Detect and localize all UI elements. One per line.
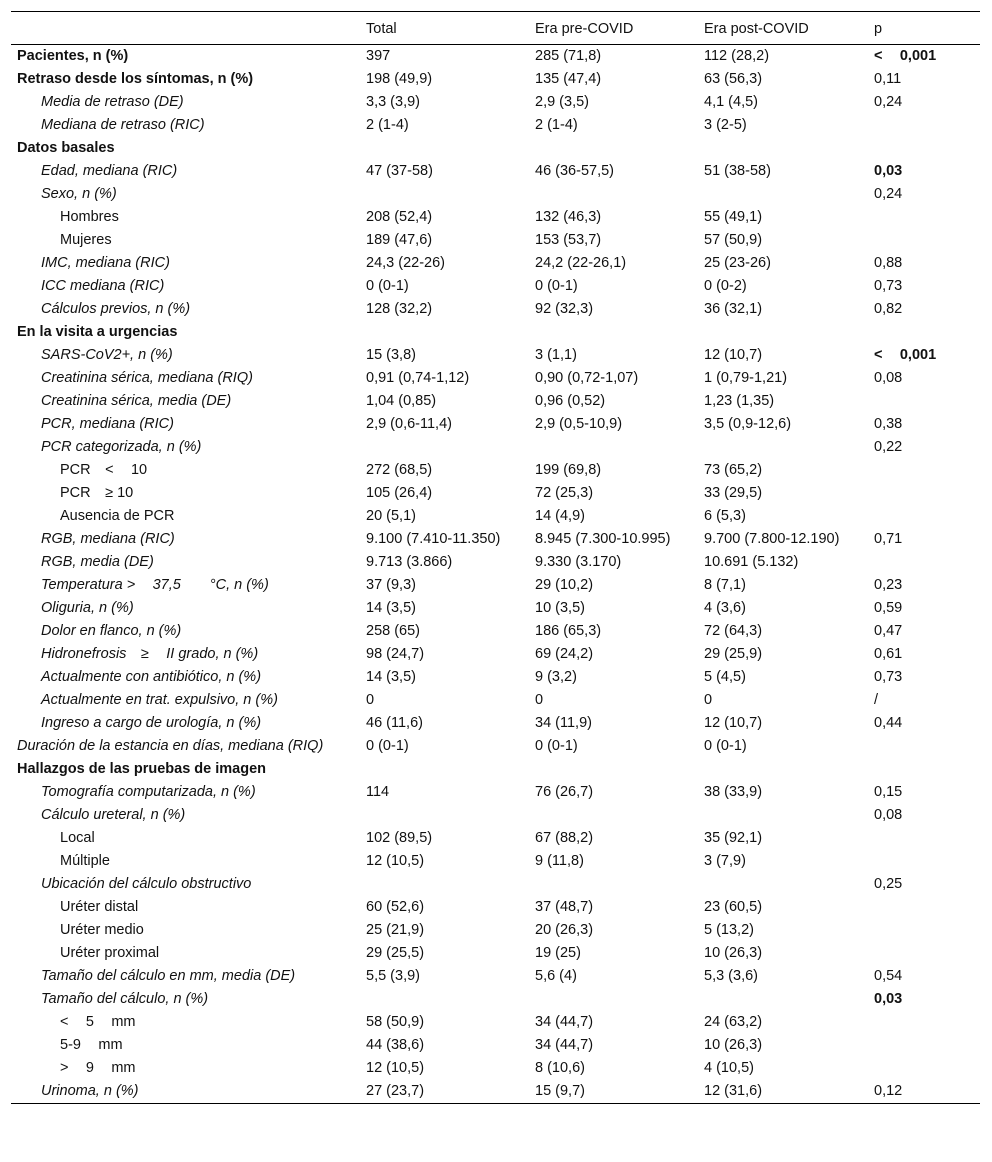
cell-post-covid: 73 (65,2)	[704, 462, 763, 478]
cell-total	[362, 137, 531, 160]
cell-p-value: 0,15	[874, 784, 903, 800]
cell-p-value: 0,59	[874, 600, 903, 616]
row-label: Local	[60, 830, 95, 846]
row-label: Pacientes, n (%)	[17, 48, 129, 64]
results-table	[11, 11, 980, 1104]
cell-p-value: 0,23	[874, 577, 903, 593]
cell-post-covid: 4 (3,6)	[704, 600, 746, 616]
row-label: Duración de la estancia en días, mediana (RIQ)	[17, 738, 324, 754]
table-row	[11, 459, 980, 482]
table-row	[11, 1034, 980, 1057]
row-label: Actualmente en trat. expulsivo, n (%)	[41, 692, 278, 708]
cell-p-value	[870, 114, 980, 137]
table-row	[11, 436, 980, 459]
cell-post-covid	[700, 436, 870, 459]
cell-p-value	[870, 1011, 980, 1034]
cell-post-covid: 63 (56,3)	[704, 71, 763, 87]
cell-total: 29 (25,5)	[366, 945, 425, 961]
cell-p-value	[870, 827, 980, 850]
cell-pre-covid	[531, 758, 700, 781]
cell-p-value: 0,03	[874, 991, 903, 1007]
cell-post-covid: 12 (10,7)	[704, 715, 763, 731]
table-row	[11, 1011, 980, 1034]
cell-post-covid: 35 (92,1)	[704, 830, 763, 846]
cell-p-value	[870, 459, 980, 482]
cell-pre-covid: 72 (25,3)	[535, 485, 594, 501]
row-label: Uréter proximal	[60, 945, 160, 961]
cell-total: 12 (10,5)	[366, 1060, 425, 1076]
cell-total: 198 (49,9)	[366, 71, 433, 87]
table-row	[11, 482, 980, 505]
cell-p-value: /	[874, 692, 879, 708]
cell-p-value: 0,82	[874, 301, 903, 317]
cell-post-covid: 23 (60,5)	[704, 899, 763, 915]
cell-total: 0,91 (0,74-1,12)	[366, 370, 470, 386]
row-label: Cálculos previos, n (%)	[41, 301, 191, 317]
row-label: Tamaño del cálculo en mm, media (DE)	[41, 968, 296, 984]
cell-pre-covid	[531, 873, 700, 896]
cell-post-covid: 3,5 (0,9-12,6)	[704, 416, 792, 432]
row-label: Creatinina sérica, media (DE)	[41, 393, 232, 409]
cell-total: 2 (1-4)	[366, 117, 409, 133]
cell-post-covid: 38 (33,9)	[704, 784, 763, 800]
table-row	[11, 229, 980, 252]
cell-total: 47 (37-58)	[366, 163, 433, 179]
row-label: Oliguria, n (%)	[41, 600, 134, 616]
cell-total: 25 (21,9)	[366, 922, 425, 938]
cell-total: 208 (52,4)	[366, 209, 433, 225]
cell-total: 27 (23,7)	[362, 1080, 531, 1104]
cell-p-value	[870, 942, 980, 965]
row-label: Hombres	[60, 209, 119, 225]
table-row	[11, 275, 980, 298]
cell-post-covid: 0	[704, 692, 713, 708]
cell-total: 44 (38,6)	[366, 1037, 425, 1053]
table-row	[11, 367, 980, 390]
cell-pre-covid: 135 (47,4)	[535, 71, 602, 87]
cell-p-value	[870, 1034, 980, 1057]
cell-pre-covid: 285 (71,8)	[535, 48, 602, 64]
cell-p-value: 0,03	[874, 163, 903, 179]
cell-total: 98 (24,7)	[366, 646, 425, 662]
cell-p-value	[870, 735, 980, 758]
table-row	[11, 252, 980, 275]
cell-p-value	[870, 850, 980, 873]
header-post-covid: Era post-COVID	[700, 12, 870, 45]
cell-pre-covid: 9.330 (3.170)	[535, 554, 622, 570]
cell-total: 0 (0-1)	[366, 278, 409, 294]
cell-total	[362, 804, 531, 827]
row-label: RGB, mediana (RIC)	[41, 531, 175, 547]
cell-pre-covid: 0,90 (0,72-1,07)	[535, 370, 639, 386]
row-label: Mujeres	[60, 232, 112, 248]
row-label: < 5 mm	[60, 1014, 136, 1030]
row-label: > 9 mm	[60, 1060, 136, 1076]
cell-total	[362, 436, 531, 459]
row-label: Uréter medio	[60, 922, 144, 938]
cell-post-covid: 24 (63,2)	[704, 1014, 763, 1030]
cell-pre-covid: 0 (0-1)	[535, 738, 578, 754]
table-row	[11, 781, 980, 804]
table-row	[11, 804, 980, 827]
table-row	[11, 666, 980, 689]
table-row	[11, 160, 980, 183]
table-row	[11, 712, 980, 735]
row-label: Uréter distal	[60, 899, 139, 915]
cell-p-value	[870, 321, 980, 344]
cell-total	[362, 873, 531, 896]
cell-pre-covid	[531, 321, 700, 344]
cell-total	[362, 183, 531, 206]
table-header	[11, 12, 980, 45]
cell-total: 397	[366, 48, 391, 64]
row-label: Hallazgos de las pruebas de imagen	[17, 761, 266, 777]
cell-total: 2,9 (0,6-11,4)	[366, 416, 452, 432]
cell-pre-covid: 15 (9,7)	[531, 1080, 700, 1104]
row-label: Ausencia de PCR	[60, 508, 175, 524]
table-row	[11, 1057, 980, 1080]
cell-pre-covid: 2 (1-4)	[535, 117, 578, 133]
table-row	[11, 988, 980, 1011]
cell-pre-covid: 2,9 (3,5)	[535, 94, 589, 110]
cell-post-covid	[700, 137, 870, 160]
cell-total: 9.713 (3.866)	[366, 554, 453, 570]
table-row	[11, 505, 980, 528]
row-label: Tomografía computarizada, n (%)	[41, 784, 256, 800]
table-row	[11, 896, 980, 919]
cell-total: 12 (10,5)	[366, 853, 425, 869]
cell-total: 58 (50,9)	[366, 1014, 425, 1030]
table-row	[11, 137, 980, 160]
cell-post-covid: 8 (7,1)	[704, 577, 746, 593]
cell-p-value: 0,61	[874, 646, 903, 662]
cell-total: 37 (9,3)	[366, 577, 416, 593]
cell-pre-covid: 34 (44,7)	[535, 1014, 594, 1030]
row-label: Edad, mediana (RIC)	[41, 163, 178, 179]
cell-post-covid: 5,3 (3,6)	[704, 968, 758, 984]
row-label: 5-9 mm	[60, 1037, 123, 1053]
cell-pre-covid: 9 (11,8)	[535, 853, 584, 869]
cell-post-covid: 51 (38-58)	[704, 163, 771, 179]
row-label: Ingreso a cargo de urología, n (%)	[41, 715, 262, 731]
cell-total: 5,5 (3,9)	[366, 968, 420, 984]
table-row	[11, 68, 980, 91]
cell-p-value: 0,88	[874, 255, 903, 271]
table-row	[11, 114, 980, 137]
table-row	[11, 551, 980, 574]
cell-total	[362, 988, 531, 1011]
cell-total: 258 (65)	[366, 623, 421, 639]
cell-p-value: 0,24	[874, 94, 903, 110]
cell-p-value	[870, 758, 980, 781]
cell-pre-covid: 34 (44,7)	[535, 1037, 594, 1053]
table-row	[11, 390, 980, 413]
cell-post-covid: 1 (0,79-1,21)	[704, 370, 788, 386]
row-label: IMC, mediana (RIC)	[41, 255, 170, 271]
cell-post-covid	[700, 758, 870, 781]
cell-pre-covid: 46 (36-57,5)	[535, 163, 614, 179]
cell-p-value: 0,08	[874, 807, 903, 823]
cell-post-covid: 29 (25,9)	[704, 646, 763, 662]
cell-total: 128 (32,2)	[366, 301, 433, 317]
table-row	[11, 206, 980, 229]
cell-post-covid: 72 (64,3)	[704, 623, 763, 639]
cell-pre-covid: 20 (26,3)	[535, 922, 594, 938]
cell-pre-covid	[531, 988, 700, 1011]
cell-post-covid: 12 (31,6)	[700, 1080, 870, 1104]
header-row	[11, 12, 980, 45]
cell-total: 105 (26,4)	[366, 485, 433, 501]
table-row	[11, 597, 980, 620]
cell-p-value: 0,71	[874, 531, 903, 547]
cell-post-covid: 55 (49,1)	[704, 209, 763, 225]
cell-total: 1,04 (0,85)	[366, 393, 437, 409]
header-label-col	[11, 12, 362, 45]
cell-post-covid: 36 (32,1)	[704, 301, 763, 317]
cell-total: 3,3 (3,9)	[366, 94, 420, 110]
cell-p-value: < 0,001	[874, 347, 937, 363]
row-label: PCR ≥ 10	[60, 485, 134, 501]
row-label: Media de retraso (DE)	[41, 94, 184, 110]
row-label: Urinoma, n (%)	[11, 1080, 362, 1104]
table-row	[11, 413, 980, 436]
row-label: Hidronefrosis ≥ II grado, n (%)	[41, 646, 259, 662]
table-row	[11, 528, 980, 551]
cell-pre-covid: 3 (1,1)	[535, 347, 577, 363]
cell-pre-covid: 24,2 (22-26,1)	[535, 255, 627, 271]
cell-post-covid	[700, 183, 870, 206]
cell-p-value: 0,38	[874, 416, 903, 432]
cell-post-covid: 10.691 (5.132)	[704, 554, 799, 570]
cell-pre-covid: 34 (11,9)	[535, 715, 592, 731]
cell-total: 14 (3,5)	[366, 600, 416, 616]
cell-total	[362, 758, 531, 781]
cell-total: 189 (47,6)	[366, 232, 433, 248]
cell-p-value	[870, 551, 980, 574]
cell-total: 0 (0-1)	[366, 738, 409, 754]
cell-total: 15 (3,8)	[366, 347, 416, 363]
cell-pre-covid: 37 (48,7)	[535, 899, 594, 915]
cell-total	[362, 321, 531, 344]
row-label: Actualmente con antibiótico, n (%)	[41, 669, 262, 685]
cell-pre-covid: 10 (3,5)	[535, 600, 585, 616]
cell-total: 46 (11,6)	[366, 715, 423, 731]
cell-post-covid: 33 (29,5)	[704, 485, 763, 501]
cell-p-value: 0,08	[874, 370, 903, 386]
cell-pre-covid: 199 (69,8)	[535, 462, 602, 478]
row-label: RGB, media (DE)	[41, 554, 154, 570]
cell-post-covid: 6 (5,3)	[704, 508, 746, 524]
table-row	[11, 574, 980, 597]
cell-pre-covid: 67 (88,2)	[535, 830, 594, 846]
cell-post-covid: 12 (10,7)	[704, 347, 763, 363]
cell-total: 272 (68,5)	[366, 462, 433, 478]
table-row	[11, 321, 980, 344]
row-label: Creatinina sérica, mediana (RIQ)	[41, 370, 253, 386]
cell-post-covid: 5 (13,2)	[704, 922, 754, 938]
cell-pre-covid	[531, 183, 700, 206]
header-p-value: p	[870, 12, 980, 45]
row-label: Tamaño del cálculo, n (%)	[41, 991, 209, 1007]
cell-p-value: 0,11	[874, 71, 902, 87]
cell-post-covid: 1,23 (1,35)	[704, 393, 775, 409]
row-label: Datos basales	[17, 140, 115, 156]
row-label: ICC mediana (RIC)	[41, 278, 165, 294]
cell-pre-covid: 186 (65,3)	[535, 623, 602, 639]
cell-p-value	[870, 1057, 980, 1080]
cell-total: 60 (52,6)	[366, 899, 425, 915]
header-pre-covid: Era pre-COVID	[531, 12, 700, 45]
row-label: PCR < 10	[60, 462, 148, 478]
table-row	[11, 919, 980, 942]
table-row	[11, 758, 980, 781]
cell-total: 20 (5,1)	[366, 508, 416, 524]
cell-pre-covid: 69 (24,2)	[535, 646, 594, 662]
cell-pre-covid: 132 (46,3)	[535, 209, 602, 225]
table-row	[11, 183, 980, 206]
table-row	[11, 689, 980, 712]
cell-pre-covid: 2,9 (0,5-10,9)	[535, 416, 623, 432]
cell-post-covid	[700, 804, 870, 827]
cell-post-covid: 4 (10,5)	[704, 1060, 754, 1076]
table-row	[11, 942, 980, 965]
cell-post-covid	[700, 873, 870, 896]
cell-p-value	[870, 919, 980, 942]
cell-pre-covid: 29 (10,2)	[535, 577, 594, 593]
cell-p-value: 0,22	[874, 439, 903, 455]
table-row	[11, 91, 980, 114]
cell-total: 9.100 (7.410-11.350)	[366, 531, 501, 547]
cell-p-value: 0,24	[874, 186, 903, 202]
table-row	[11, 45, 980, 69]
cell-post-covid: 4,1 (4,5)	[704, 94, 758, 110]
table-row	[11, 735, 980, 758]
cell-post-covid: 10 (26,3)	[704, 945, 763, 961]
cell-p-value	[870, 505, 980, 528]
cell-p-value	[870, 390, 980, 413]
cell-post-covid: 0 (0-1)	[704, 738, 747, 754]
row-label: Sexo, n (%)	[41, 186, 117, 202]
cell-p-value: 0,73	[874, 669, 903, 685]
table-row	[11, 1080, 980, 1104]
cell-pre-covid: 0,96 (0,52)	[535, 393, 606, 409]
table-row	[11, 620, 980, 643]
header-total: Total	[362, 12, 531, 45]
row-label: SARS-CoV2+, n (%)	[41, 347, 173, 363]
cell-p-value: < 0,001	[874, 48, 937, 64]
cell-p-value: 0,25	[874, 876, 903, 892]
table-row	[11, 873, 980, 896]
table-row	[11, 827, 980, 850]
cell-post-covid: 0 (0-2)	[704, 278, 747, 294]
row-label: Retraso desde los síntomas, n (%)	[17, 71, 254, 87]
row-label: Ubicación del cálculo obstructivo	[41, 876, 252, 892]
cell-post-covid: 10 (26,3)	[704, 1037, 763, 1053]
cell-p-value: 0,73	[874, 278, 903, 294]
cell-pre-covid: 0	[535, 692, 544, 708]
cell-p-value	[870, 137, 980, 160]
cell-pre-covid: 8 (10,6)	[535, 1060, 585, 1076]
cell-p-value: 0,47	[874, 623, 903, 639]
row-label: Mediana de retraso (RIC)	[41, 117, 205, 133]
cell-pre-covid	[531, 804, 700, 827]
cell-total: 14 (3,5)	[366, 669, 416, 685]
cell-p-value: 0,54	[874, 968, 903, 984]
table-row	[11, 850, 980, 873]
cell-p-value	[870, 896, 980, 919]
cell-pre-covid: 153 (53,7)	[535, 232, 602, 248]
row-label: Cálculo ureteral, n (%)	[41, 807, 186, 823]
cell-total: 24,3 (22-26)	[366, 255, 445, 271]
cell-total: 0	[366, 692, 375, 708]
cell-post-covid	[700, 321, 870, 344]
cell-pre-covid: 92 (32,3)	[535, 301, 594, 317]
row-label: Dolor en flanco, n (%)	[41, 623, 182, 639]
cell-post-covid: 25 (23-26)	[704, 255, 771, 271]
cell-post-covid: 3 (7,9)	[704, 853, 746, 869]
cell-total: 114	[366, 784, 390, 800]
cell-total: 102 (89,5)	[366, 830, 433, 846]
cell-post-covid: 57 (50,9)	[704, 232, 763, 248]
table-row	[11, 643, 980, 666]
cell-p-value: 0,44	[874, 715, 903, 731]
cell-pre-covid	[531, 436, 700, 459]
cell-post-covid: 5 (4,5)	[704, 669, 746, 685]
cell-p-value	[870, 206, 980, 229]
cell-post-covid: 3 (2-5)	[704, 117, 747, 133]
row-label: Múltiple	[60, 853, 110, 869]
cell-p-value: 0,12	[870, 1080, 980, 1104]
cell-pre-covid: 8.945 (7.300-10.995)	[535, 531, 671, 547]
cell-pre-covid: 76 (26,7)	[535, 784, 594, 800]
table-body	[11, 45, 980, 1104]
cell-post-covid: 9.700 (7.800-12.190)	[704, 531, 840, 547]
cell-pre-covid: 5,6 (4)	[535, 968, 577, 984]
table-row	[11, 298, 980, 321]
cell-post-covid: 112 (28,2)	[704, 48, 770, 64]
cell-pre-covid: 19 (25)	[535, 945, 581, 961]
cell-post-covid	[700, 988, 870, 1011]
table-row	[11, 965, 980, 988]
row-label: PCR categorizada, n (%)	[41, 439, 202, 455]
row-label: En la visita a urgencias	[17, 324, 178, 340]
cell-pre-covid: 9 (3,2)	[535, 669, 577, 685]
cell-p-value	[870, 229, 980, 252]
cell-pre-covid: 14 (4,9)	[535, 508, 585, 524]
cell-pre-covid	[531, 137, 700, 160]
cell-pre-covid: 0 (0-1)	[535, 278, 578, 294]
table-row	[11, 344, 980, 367]
row-label: PCR, mediana (RIC)	[41, 416, 174, 432]
cell-p-value	[870, 482, 980, 505]
row-label: Temperatura > 37,5 °C, n (%)	[41, 577, 269, 593]
